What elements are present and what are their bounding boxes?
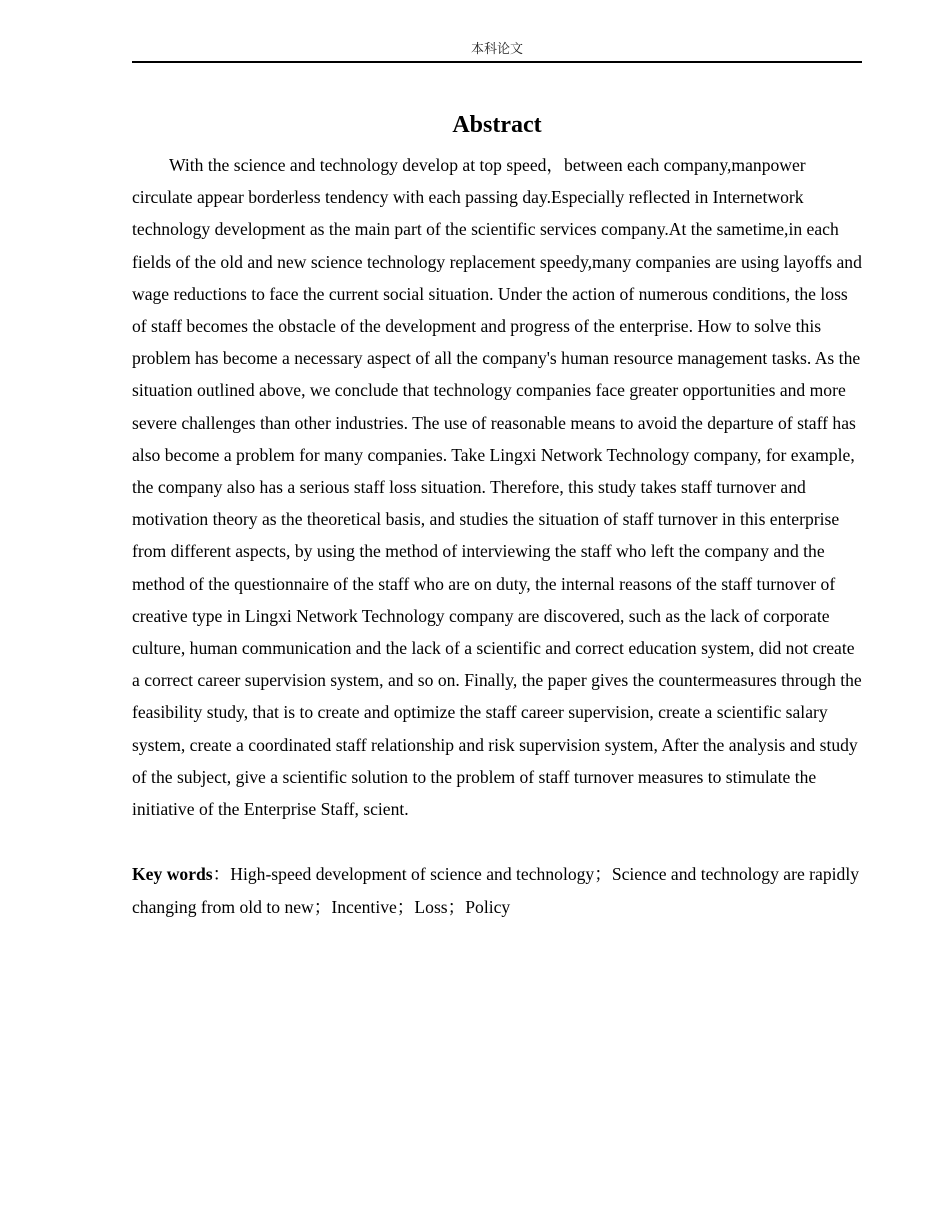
abstract-body: With the science and technology develop at top speed，between each company,manpower circulate appear borderless tendency with each passing day.Especially reflected in Internetwork technology development as the main part of the scientific services company.At the sametime,in each fields of the old and new science technology replacement speedy,many companies are using layoffs and wage reductions to face the current social situation. Under the action of numerous conditions, the loss of staff becomes the obstacle of the development and progress of the enterprise. How to solve this problem has become a necessary aspect of all the company's human resource management tasks. As the situation outlined above, we conclude that technology companies face greater opportunities and more severe challenges than other industries. The use of reasonable means to avoid the departure of staff has also become a problem for many companies. Take Lingxi Network Technology company, for example, the company also has a serious staff loss situation. Therefore, this study takes staff turnover and motivation theory as the theoretical basis, and studies the situation of staff turnover in this enterprise from different aspects, by using the method of interviewing the staff who left the company and the method of the questionnaire of the staff who are on duty, the internal reasons of the staff turnover of creative type in Lingxi Network Technology company are discovered, such as the lack of corporate culture, human communication and the lack of a scientific and correct education system, did not create a correct career supervision system, and so on. Finally, the paper gives the countermeasures through the feasibility study, that is to create and optimize the staff career supervision, create a scientific salary system, create a coordinated staff relationship and risk supervision system, After the analysis and study of the subject, give a scientific solution to the problem of staff turnover measures to stimulate the initiative of the Enterprise Staff, scient.: [132, 155, 862, 820]
keywords-text: High-speed development of science and technology；Science and technology are rapidly changing from old to new；Incentive；Loss；Policy: [132, 864, 860, 917]
keywords-paragraph: [132, 858, 862, 924]
header-text: 本科论文: [470, 42, 523, 57]
page-header: [132, 40, 862, 63]
abstract-title: Abstract: [452, 112, 542, 138]
keywords-label: Key words: [132, 864, 213, 884]
keywords-separator: ：: [212, 864, 231, 884]
